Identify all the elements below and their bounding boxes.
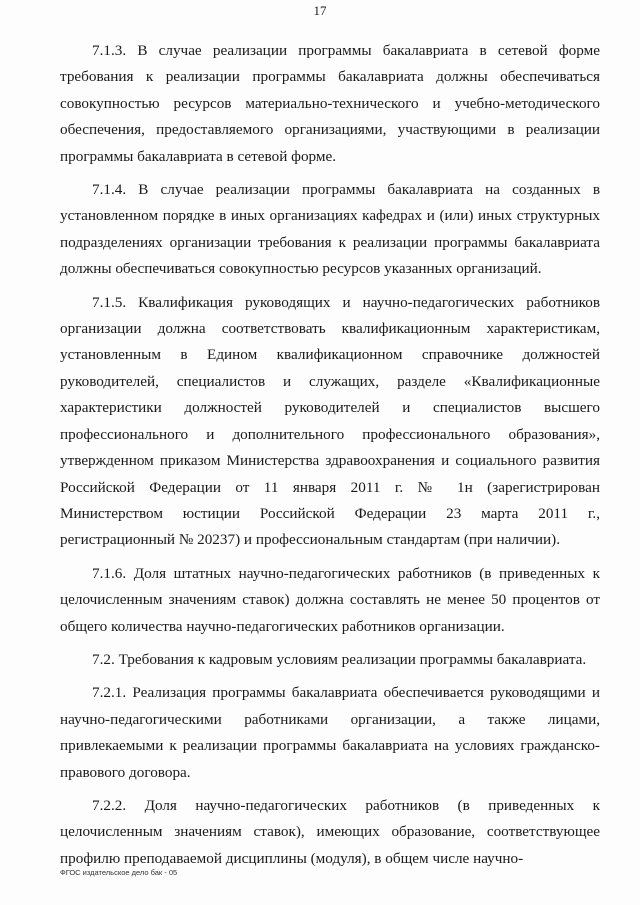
paragraph-7-1-3: 7.1.3. В случае реализации программы бакалавриата в сетевой форме требования к реализации программы бакалавриата должны обеспечиваться совокупностью ресурсов материально-технического и учебно-методического обеспечения, предоставляемого организациями, участвующими в реализации программы бакалавриата в сетевой форме.	[60, 42, 600, 165]
document-body	[60, 38, 600, 872]
paragraph-7-2-1: 7.2.1. Реализация программы бакалавриата обеспечивается руководящими и научно-педагогическими работниками организации, а также лицами, привлекаемыми к реализации программы бакалавриата на условиях гражданско-правового договора.	[60, 684, 600, 781]
paragraph-7-1-5: 7.1.5. Квалификация руководящих и научно-педагогических работников организации должна соответствовать квалификационным характеристикам, установленным в Едином квалификационном справочнике должностей руководителей, специалистов и служащих, разделе «Квалификационные характеристики должностей руководителей и специалистов высшего профессионального и дополнительного профессионального образования», утвержденном приказом Министерства здравоохранения и социального развития Российской Федерации от 11 января 2011 г. № 1н (зарегистрирован Министерством юстиции Российской Федерации 23 марта 2011 г., регистрационный № 20237) и профессиональным стандартам (при наличии).	[60, 293, 600, 549]
page-number: 17	[313, 3, 327, 18]
paragraph-7-1-6: 7.1.6. Доля штатных научно-педагогических работников (в приведенных к целочисленным значениям ставок) должна составлять не менее 50 процентов от общего количества научно-педагогических работников организации.	[60, 564, 600, 635]
paragraph-7-2: 7.2. Требования к кадровым условиям реализации программы бакалавриата.	[92, 650, 587, 668]
paragraph-7-2-2: 7.2.2. Доля научно-педагогических работников (в приведенных к целочисленным значениям ставок), имеющих образование, соответствующее профилю преподаваемой дисциплины (модуля), в общем числе научно-	[60, 796, 600, 867]
paragraph-7-1-4: 7.1.4. В случае реализации программы бакалавриата на созданных в установленном порядке в иных организациях кафедрах и (или) иных структурных подразделениях организации требования к реализации программы бакалавриата должны обеспечиваться совокупностью ресурсов указанных организаций.	[60, 181, 600, 278]
footer-note: ФГОС издательское дело бак - 05	[60, 868, 178, 877]
